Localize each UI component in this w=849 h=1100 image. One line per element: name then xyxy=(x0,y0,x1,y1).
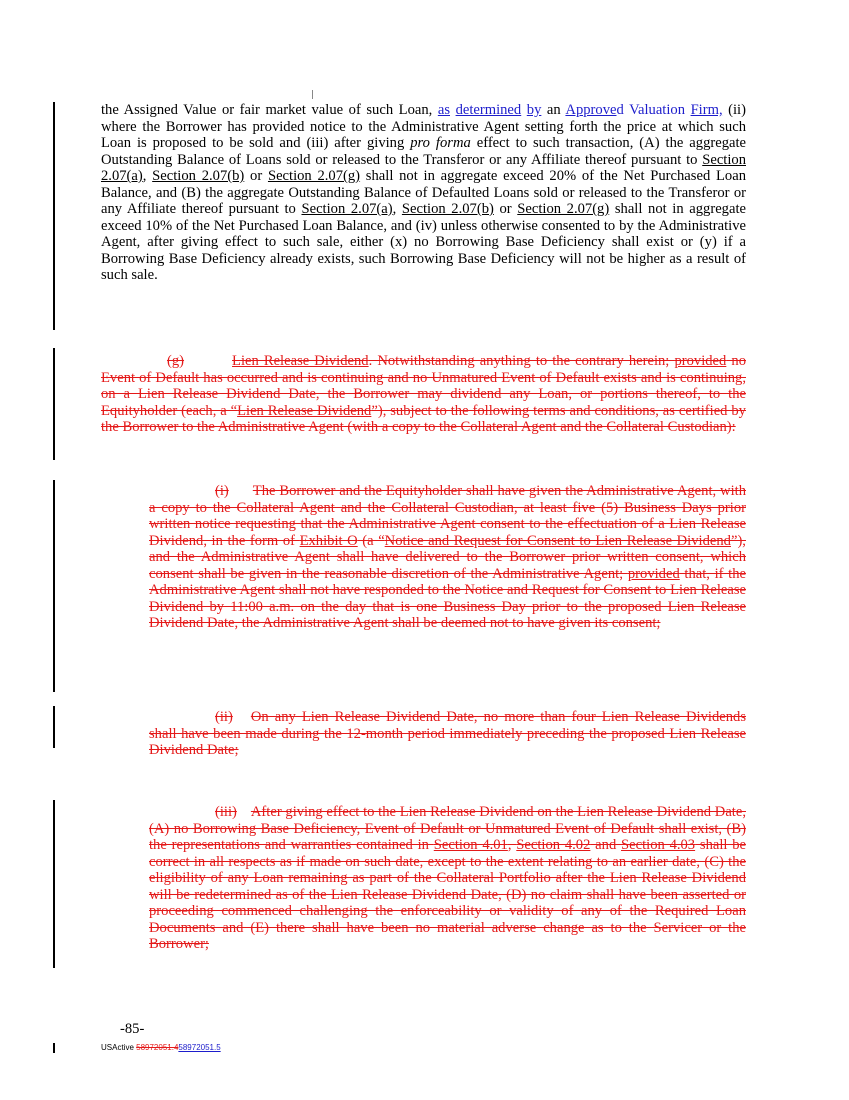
section-reference: Section 4.03 xyxy=(621,837,696,853)
change-bar xyxy=(53,706,55,748)
inserted-text: by xyxy=(526,102,542,118)
subsection-number: (i) xyxy=(215,483,229,499)
defined-term: Notice and Request for Consent to Lien Release Dividend xyxy=(384,532,731,549)
subsection-i-deleted xyxy=(149,483,746,632)
text: The Borrower and the Equityholder shall have given the Administrative Agent, with a copy to the Collateral Agent and the Collateral Custodian, at least five (5) Business Days prior written notice requesting that the Administrative Agent consent to the effectuation of a Lien Release Dividend, in the form of xyxy=(149,483,746,549)
text: , xyxy=(507,837,517,853)
section-heading: Lien Release Dividend xyxy=(232,353,369,369)
change-bar xyxy=(53,480,55,692)
text: ”), subject to the following terms and conditions, as certified by the Borrower to the Administrative Agent (with a copy to the Collateral Agent and the Collateral Custodian): xyxy=(101,402,746,435)
italic-text: pro forma xyxy=(410,135,471,151)
section-number: (g) xyxy=(167,353,185,369)
text: (ii) where the Borrower has provided notice to the Administrative Agent setting forth the price at which such Loan is proposed to be sold and (iii) after giving xyxy=(101,102,746,151)
inserted-text: d Valuation xyxy=(616,102,691,118)
inserted-text: determined xyxy=(455,102,522,118)
inserted-doc-number: 58972051.5 xyxy=(178,1043,221,1052)
text: On any Lien Release Dividend Date, no more than four Lien Release Dividends shall have been made during the 12-month period immediately preceding the proposed Lien Release Dividend Date; xyxy=(149,709,746,758)
subsection-number: (ii) xyxy=(215,709,233,725)
section-reference: Section 4.02 xyxy=(516,837,591,853)
footer-label: USActive xyxy=(101,1043,137,1052)
section-g-deleted xyxy=(101,353,746,436)
change-bar xyxy=(53,800,55,968)
change-bar xyxy=(53,102,55,330)
text: . Notwithstanding anything to the contrary herein; xyxy=(368,353,675,369)
defined-term: Lien Release Dividend xyxy=(237,402,372,419)
section-reference: Section 4.01 xyxy=(433,837,508,853)
text: or xyxy=(493,201,518,217)
text: shall not in aggregate exceed 20% of the Net Purchased Loan Balance, and (B) the aggregate Outstanding Balance of Defaulted Loans sold or released to the Transferor or any Affiliate thereof pursuant to xyxy=(101,168,746,217)
text: , xyxy=(142,168,153,184)
text: that, if the Administrative Agent shall not have responded to the Notice and Request for Consent to Lien Release Dividend by 11:00 a.m. on the day that is one Business Day prior to the proposed Lien Release Dividend Date, the Administrative Agent shall be deemed not to have given its consent; xyxy=(149,565,746,631)
page-number: -85- xyxy=(120,1021,145,1037)
margin-tick xyxy=(312,90,313,99)
text: shall not in aggregate exceed 10% of the Net Purchased Loan Balance, and (iv) unless otherwise consented to by the Administrative Agent, after giving effect to such sale, either (x) no Borrowing Base Deficiency shall exist or (y) if a Borrowing Base Deficiency already exists, such Borrowing Base Deficiency will not be higher as a result of such sale. xyxy=(101,201,746,283)
subsection-ii-deleted xyxy=(149,709,746,759)
text: shall be correct in all respects as if made on such date, except to the extent relating to an earlier date, (C) the eligibility of any Loan remaining as part of the Collateral Portfolio after the Lien Release Dividend will be redetermined as of the Lien Release Dividend Date, (D) no claim shall have been asserted or proceeding commenced challenging the enforceability or validity of any of the Required Loan Documents and (E) there shall have been no material adverse change as to the Servicer or the Borrower; xyxy=(149,837,746,952)
section-reference: Section 2.07(g) xyxy=(267,168,361,184)
text: the Assigned Value or fair market value of such Loan, xyxy=(101,102,438,118)
section-reference: Section 2.07(g) xyxy=(517,201,610,217)
deleted-doc-number: 58972051.4 xyxy=(136,1043,179,1052)
section-reference: Section 2.07(a) xyxy=(101,151,746,184)
exhibit-reference: Exhibit O xyxy=(299,532,358,549)
text: After giving effect to the Lien Release Dividend on the Lien Release Dividend Date, (A) no Borrowing Base Deficiency, Event of Default or Unmatured Event of Default shall exist, (B) the representations and warranties contained in xyxy=(149,804,746,853)
text: provided xyxy=(674,353,727,369)
paragraph-continuation xyxy=(101,102,746,284)
subsection-iii-deleted xyxy=(149,804,746,953)
inserted-text: as xyxy=(437,102,451,118)
text: , xyxy=(392,201,402,217)
text: provided xyxy=(627,565,680,582)
inserted-text: Firm, xyxy=(690,102,723,118)
text: (a “ xyxy=(357,532,385,549)
section-reference: Section 2.07(b) xyxy=(152,168,245,184)
change-bar xyxy=(53,348,55,460)
inserted-text: Approve xyxy=(565,102,617,118)
section-reference: Section 2.07(a) xyxy=(301,201,393,217)
text: and xyxy=(590,837,622,853)
document-id xyxy=(101,1043,221,1052)
text: ”), and the Administrative Agent shall have delivered to the Borrower prior written consent, which consent shall be given in the reasonable discretion of the Administrative Agent; xyxy=(149,532,746,582)
text: no Event of Default has occurred and is continuing and no Unmatured Event of Default exists and is continuing, on a Lien Release Dividend Date, the Borrower may dividend any Loan, or portions thereof, to the Equityholder (each, a “ xyxy=(101,353,746,419)
change-bar xyxy=(53,1043,55,1053)
text: an xyxy=(541,102,566,118)
text: effect to such transaction, (A) the aggregate Outstanding Balance of Loans sold or released to the Transferor or any Affiliate thereof pursuant to xyxy=(101,135,747,168)
subsection-number: (iii) xyxy=(215,804,237,820)
text: or xyxy=(244,168,268,184)
section-reference: Section 2.07(b) xyxy=(401,201,494,217)
